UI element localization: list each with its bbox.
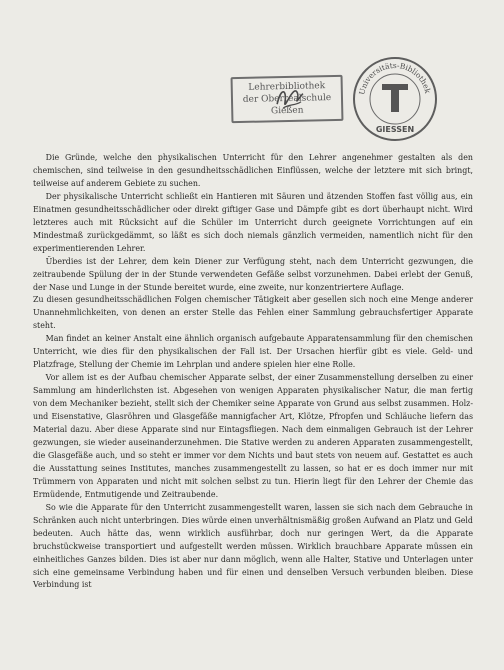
library-stamp-line1: Lehrerbibliothek: [248, 81, 326, 93]
signature-scribble-icon: [273, 82, 308, 117]
paragraph: Der physikalische Unterricht schließt ein Hantieren mit Säuren und ätzenden Stoffen fast völlig aus, ein Einatmen gesundheitsschädlicher oder direkt giftiger Gase und Dämpfe gibt es dort überhaupt nicht. Wird letzteres auch mit Rücksicht auf die Schüler im Unterricht durch geeignete Vorrichtungen auf ein Mindestmaß zurückgedämmt, so läßt es sich doch niemals gänzlich vermeiden, namentlich nicht für den experimentierenden Lehrer.: [33, 191, 473, 253]
university-library-seal-icon: [352, 56, 438, 142]
library-stamp-line2: der Oberrealschule: [242, 93, 332, 105]
paragraph: So wie die Apparate für den Unterricht zusammengestellt waren, lassen sie sich nach dem Gebrauche in Schränken auch nicht unterbringen. Dies würde einen unverhältnismäßig großen Aufwand an Platz und Geld bedeuten. Auch hätte das, wenn wirklich ausführbar, doch nur geringen Wert, da die Apparate bruchstückweise transportiert und aufgestellt werden müssen. Wirklich brauchbare Apparate müssen ein einheitliches Ganzes bilden. Dies ist aber nur dann möglich, wenn alle Halter, Stative und Unterlagen unter sich eine gemeinsame Verbindung haben und für einen und denselben Versuch verbunden bleiben. Diese Verbindung ist: [33, 502, 473, 590]
paragraph: Vor allem ist es der Aufbau chemischer Apparate selbst, der einer Zusammenstellung derselben zu einer Sammlung am hinderlichsten ist. Abgesehen von wenigen Apparaten physikalischer Natur, die man fertig von dem Mechaniker bezieht, stellt sich der Chemiker seine Apparate von Grund aus selbst zusammen. Holz- und Eisenstative, Glasröhren und Glasgefäße mannigfacher Art, Klötze, Pfropfen und Schläuche liefern das Material dazu. Aber diese Apparate sind nur Eintagsfliegen. Nach dem einmaligen Gebrauch ist der Lehrer gezwungen, sie wieder auseinanderzunehmen. Die Stative werden zu anderen Apparaten zusammengestellt, die Glasgefäße auch, und so steht er immer vor dem Nichts und baut stets von neuem auf. Gestattet es auch die Ausstattung seines Institutes, manches zusammengestellt zu lassen, so hat er es doch immer nur mit Trümmern von Apparaten und nicht mit solchen selbst zu tun. Hierin liegt für den Lehrer der Chemie das Ermüdende, Entmutigende und Zeitraubende.: [33, 373, 473, 499]
seal-ring-text: Universitäts-Bibliothek: [357, 60, 433, 96]
library-stamp-line3: Gießen: [270, 105, 304, 117]
seal-city-text: GIESSEN: [375, 125, 415, 134]
paragraph: Man findet an keiner Anstalt eine ähnlich organisch aufgebaute Apparatensammlung für den chemischen Unterricht, wie dies für den physikalischen der Fall ist. Der Ursachen hierfür gibt es viele. Geld- und Platzfrage, Stellung der Chemie im Lehrplan und andere spielen hier eine Rolle.: [33, 334, 473, 370]
body-text: [33, 152, 473, 592]
paragraph: Überdies ist der Lehrer, dem kein Diener zur Verfügung steht, nach dem Unterricht gezwungen, die zeitraubende Spülung der in der Stunde verwendeten Gefäße selbst vorzunehmen. Dabei erlebt der Genuß, der Nase und Lunge in der Stunde bereitet wurde, eine zweite, nur konzentriertere Auflage.: [33, 256, 473, 292]
paragraph: Zu diesen gesundheitsschädlichen Folgen chemischer Tätigkeit aber gesellen sich noch eine Menge anderer Unannehmlichkeiten, von denen an erster Stelle das Fehlen einer Sammlung gebrauchsfertiger Apparate steht.: [33, 295, 473, 331]
library-stamp: [231, 75, 344, 123]
paragraph: Die Gründe, welche den physikalischen Unterricht für den Lehrer angenehmer gestalten als den chemischen, sind teilweise in den gesundheitsschädlichen Einflüssen, welche der letztere mit sich bringt, teilweise auf anderem Gebiete zu suchen.: [33, 153, 473, 188]
